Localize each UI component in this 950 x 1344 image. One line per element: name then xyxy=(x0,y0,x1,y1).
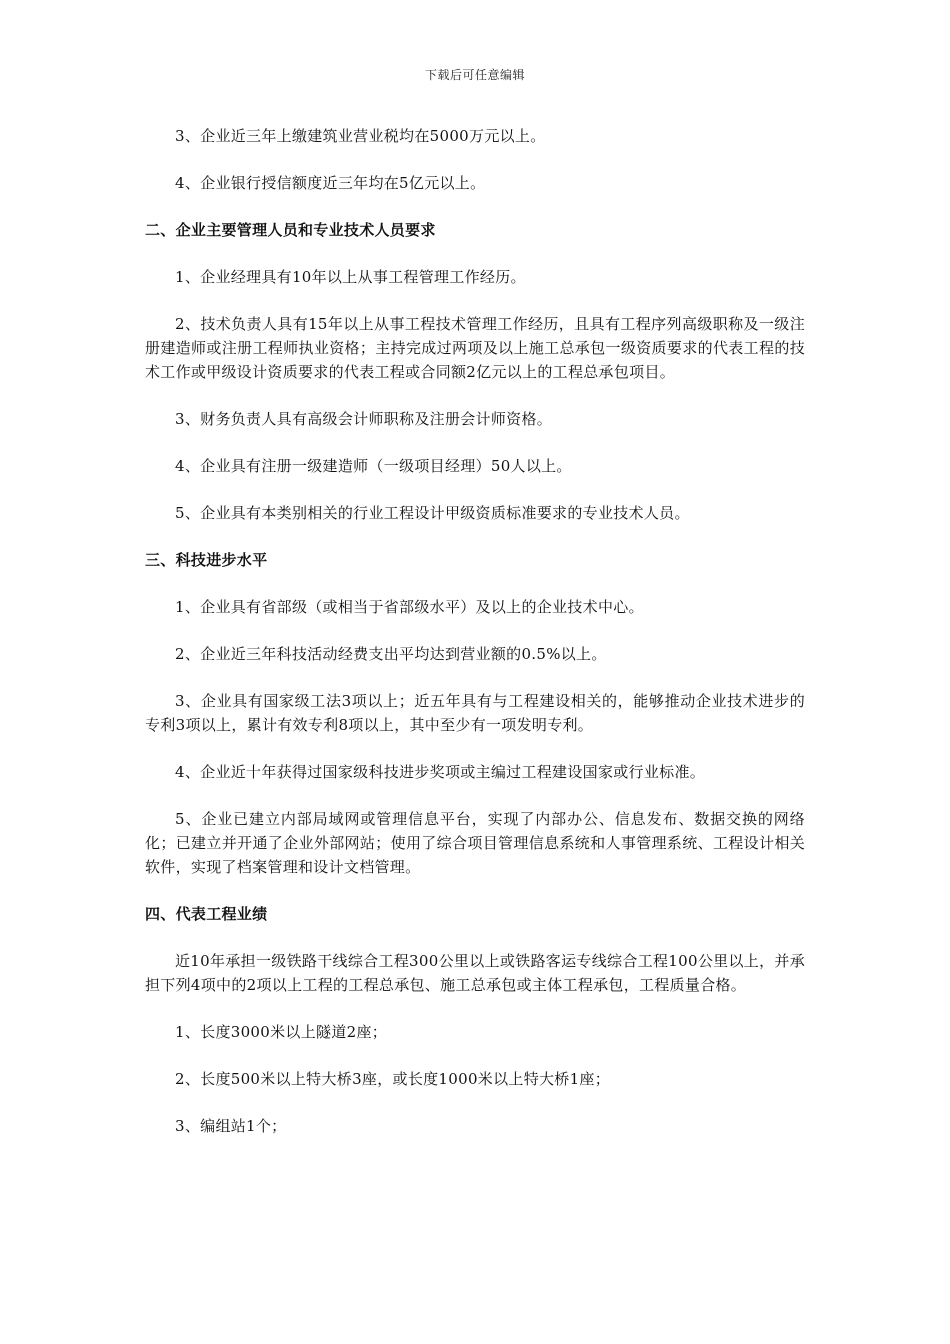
paragraph-bridges: 2、长度500米以上特大桥3座，或长度1000米以上特大桥1座； xyxy=(175,1070,611,1088)
paragraph-tunnels: 1、长度3000米以上隧道2座； xyxy=(175,1023,388,1041)
paragraph-patents: 3、企业具有国家级工法3项以上；近五年具有与工程建设相关的，能够推动企业技术进步的专利3项以上，累计有效专利8项以上，其中至少有一项发明专利。 xyxy=(145,692,805,734)
paragraph-constructors: 4、企业具有注册一级建造师（一级项目经理）50人以上。 xyxy=(175,457,572,475)
section-heading-projects: 四、代表工程业绩 xyxy=(145,905,268,923)
paragraph-rd-spending: 2、企业近三年科技活动经费支出平均达到营业额的0.5%以上。 xyxy=(175,645,607,663)
paragraph-credit: 4、企业银行授信额度近三年均在5亿元以上。 xyxy=(175,174,486,192)
document-body xyxy=(145,124,805,1161)
paragraph-finance-lead: 3、财务负责人具有高级会计师职称及注册会计师资格。 xyxy=(175,410,553,428)
paragraph-design-staff: 5、企业具有本类别相关的行业工程设计甲级资质标准要求的专业技术人员。 xyxy=(175,504,690,522)
paragraph-tech-lead: 2、技术负责人具有15年以上从事工程技术管理工作经历，且具有工程序列高级职称及一级注册建造师或注册工程师执业资格；主持完成过两项及以上施工总承包一级资质要求的代表工程的技术工作或甲级设计资质要求的代表工程或合同额2亿元以上的工程总承包项目。 xyxy=(145,315,805,381)
paragraph-railway-requirements: 近10年承担一级铁路干线综合工程300公里以上或铁路客运专线综合工程100公里以上，并承担下列4项中的2项以上工程的工程总承包、施工总承包或主体工程承包，工程质量合格。 xyxy=(145,952,805,994)
section-heading-personnel: 二、企业主要管理人员和专业技术人员要求 xyxy=(145,221,436,239)
paragraph-marshalling-yard: 3、编组站1个； xyxy=(175,1117,287,1135)
paragraph-tech-center: 1、企业具有省部级（或相当于省部级水平）及以上的企业技术中心。 xyxy=(175,598,644,616)
paragraph-awards: 4、企业近十年获得过国家级科技进步奖项或主编过工程建设国家或行业标准。 xyxy=(175,763,706,781)
page-header: 下载后可任意编辑 xyxy=(424,68,525,82)
paragraph-tax: 3、企业近三年上缴建筑业营业税均在5000万元以上。 xyxy=(175,127,546,145)
paragraph-it-systems: 5、企业已建立内部局域网或管理信息平台，实现了内部办公、信息发布、数据交换的网络化；已建立并开通了企业外部网站；使用了综合项目管理信息系统和人事管理系统、工程设计相关软件，实现了档案管理和设计文档管理。 xyxy=(145,810,805,876)
section-heading-technology: 三、科技进步水平 xyxy=(145,551,268,569)
paragraph-manager: 1、企业经理具有10年以上从事工程管理工作经历。 xyxy=(175,268,526,286)
